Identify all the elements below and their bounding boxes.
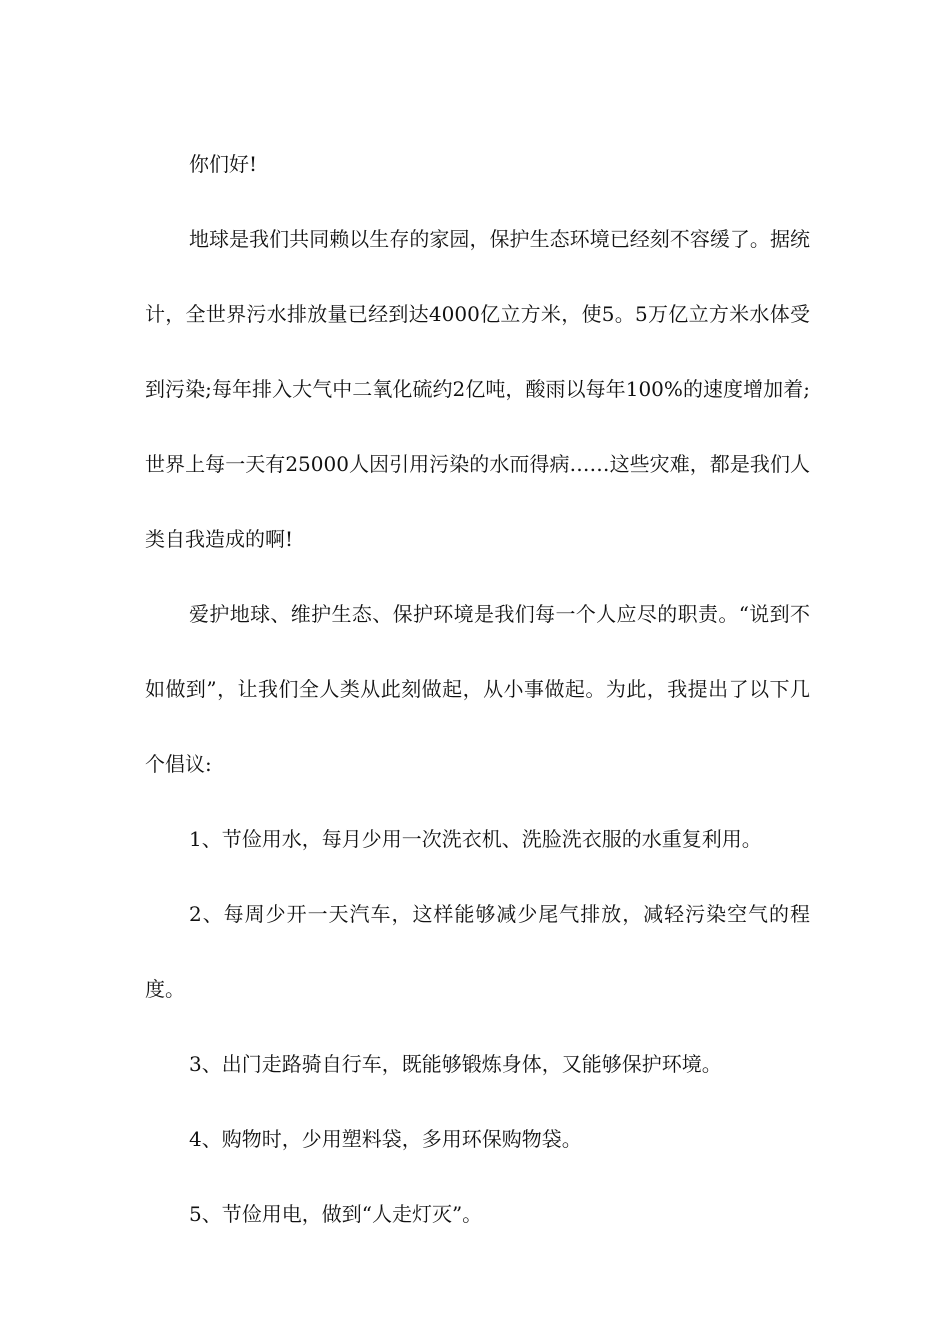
document-body [145,127,810,1252]
proposal-item-2: 2、每周少开一天汽车，这样能够减少尾气排放，减轻污染空气的程度。 [145,902,810,1001]
greeting: 你们好! [189,152,258,176]
proposal-item-5: 5、节俭用电，做到“人走灯灭”。 [189,1202,483,1226]
proposal-item-1: 1、节俭用水，每月少用一次洗衣机、洗脸洗衣服的水重复利用。 [189,827,762,851]
proposal-item-3: 3、出门走路骑自行车，既能够锻炼身体，又能够保护环境。 [189,1052,722,1076]
paragraph-responsibility: 爱护地球、维护生态、保护环境是我们每一个人应尽的职责。“说到不如做到”，让我们全人类从此刻做起，从小事做起。为此，我提出了以下几个倡议: [145,602,810,776]
proposal-item-4: 4、购物时，少用塑料袋，多用环保购物袋。 [189,1127,582,1151]
paragraph-pollution-facts: 地球是我们共同赖以生存的家园，保护生态环境已经刻不容缓了。据统计，全世界污水排放量已经到达4000亿立方米，使5。5万亿立方米水体受到污染;每年排入大气中二氧化硫约2亿吨，酸雨以每年100%的速度增加着;世界上每一天有25000人因引用污染的水而得病……这些灾难，都是我们人类自我造成的啊! [145,227,810,551]
